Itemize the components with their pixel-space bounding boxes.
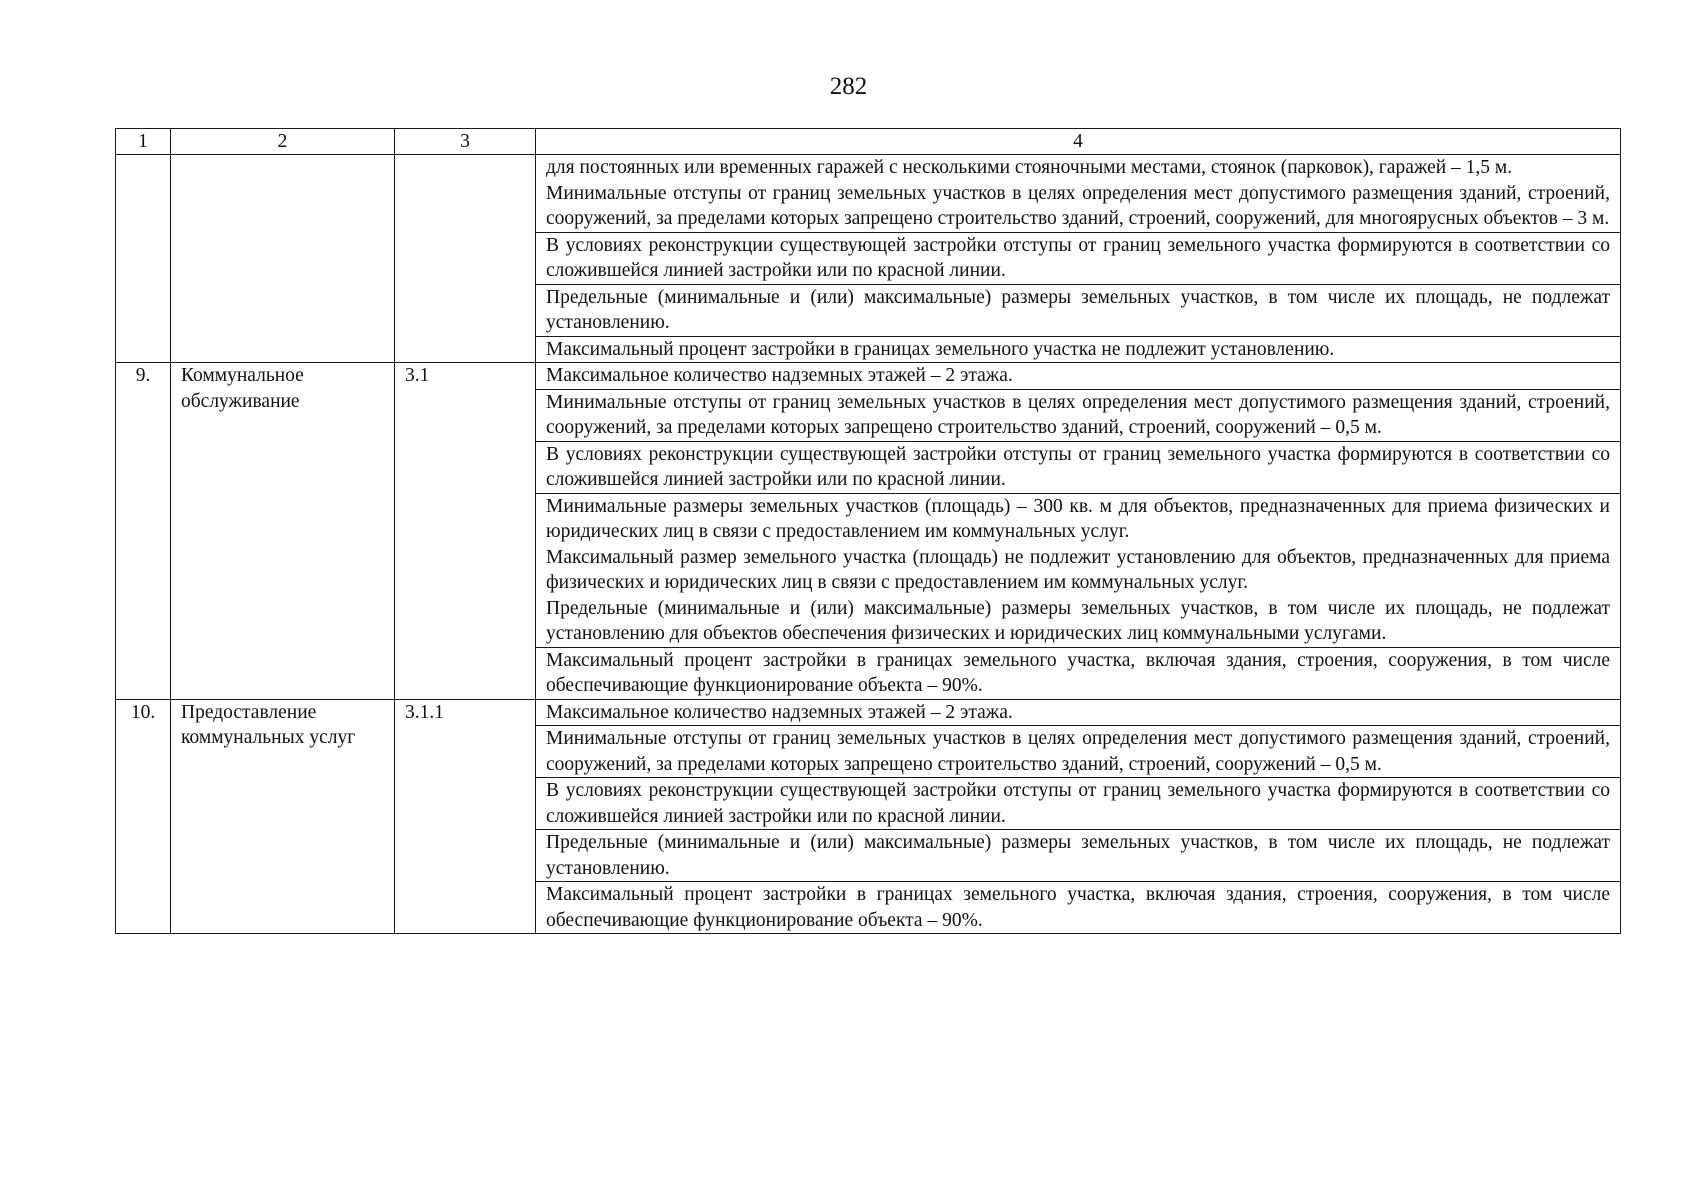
requirement-text: В условиях реконструкции существующей застройки отступы от границ земельного участка формируются в соответствии со сложившейся линией застройки или по красной линии.	[546, 780, 1610, 827]
requirement-text: Максимальный размер земельного участка (площадь) не подлежит установлению для объектов, предназначенных для приема физических и юридических лиц в связи с предоставлением им коммунальных услуг.	[546, 546, 1610, 593]
requirement-text: Минимальные размеры земельных участков (площадь) – 300 кв. м для объектов, предназначенных для приема физических и юридических лиц в связи с предоставлением им коммунальных услуг.	[546, 495, 1610, 542]
land-use-code: 3.1	[395, 363, 536, 700]
requirement-text: Максимальный процент застройки в границах земельного участка, включая здания, строения, сооружения, в том числе обеспечивающие функционирование объекта – 90%.	[546, 649, 1610, 696]
requirement-cell	[536, 699, 1621, 726]
requirement-cell	[536, 778, 1621, 830]
requirement-cell	[536, 830, 1621, 882]
requirement-text: Минимальные отступы от границ земельных участков в целях определения мест допустимого размещения зданий, строений, сооружений, за пределами которых запрещено строительство зданий, строений, сооружений, для многоярусных объектов – 3 м.	[546, 182, 1610, 229]
requirement-cell	[536, 336, 1621, 363]
table-row	[116, 699, 1621, 726]
requirement-text: Максимальный процент застройки в границах земельного участка не подлежит установлению.	[546, 338, 1335, 360]
requirement-text: Максимальное количество надземных этажей – 2 этажа.	[546, 365, 1013, 386]
header-cell-2: 2	[171, 129, 395, 155]
requirement-text: Минимальные отступы от границ земельных участков в целях определения мест допустимого размещения зданий, строений, сооружений, за пределами которых запрещено строительство зданий, строений, сооружений – 0,5 м.	[546, 728, 1610, 775]
requirement-cell	[536, 647, 1621, 699]
land-use-code: 3.1.1	[395, 699, 536, 934]
requirement-text: Предельные (минимальные и (или) максимальные) размеры земельных участков, в том числе их площадь, не подлежат установлению.	[546, 832, 1610, 879]
table-row	[116, 155, 1621, 233]
requirement-text: В условиях реконструкции существующей застройки отступы от границ земельного участка формируются в соответствии со сложившейся линией застройки или по красной линии.	[546, 443, 1610, 490]
requirement-text: для постоянных или временных гаражей с несколькими стояночными местами, стоянок (парковок), гаражей – 1,5 м.	[546, 157, 1513, 178]
header-row	[116, 129, 1621, 155]
requirement-cell	[536, 389, 1621, 441]
row-number: 9.	[116, 363, 171, 700]
row-number	[116, 155, 171, 363]
requirement-cell	[536, 232, 1621, 284]
row-number: 10.	[116, 699, 171, 934]
requirement-cell	[536, 493, 1621, 647]
requirement-cell	[536, 284, 1621, 336]
requirement-text: Максимальный процент застройки в границах земельного участка, включая здания, строения, сооружения, в том числе обеспечивающие функционирование объекта – 90%.	[546, 884, 1610, 931]
requirement-cell	[536, 882, 1621, 934]
requirement-text: В условиях реконструкции существующей застройки отступы от границ земельного участка формируются в соответствии со сложившейся линией застройки или по красной линии.	[546, 234, 1610, 281]
land-use-code	[395, 155, 536, 363]
requirement-cell	[536, 441, 1621, 493]
header-cell-1: 1	[116, 129, 171, 155]
requirement-text: Предельные (минимальные и (или) максимальные) размеры земельных участков, в том числе их площадь, не подлежат установлению для объектов обеспечения физических и юридических лиц коммунальными услугами.	[546, 597, 1610, 644]
land-use-name: Предоставление коммунальных услуг	[171, 699, 395, 934]
land-use-name: Коммунальное обслуживание	[171, 363, 395, 700]
header-cell-3: 3	[395, 129, 536, 155]
regulations-table	[115, 128, 1621, 934]
table-row	[116, 363, 1621, 390]
table-body	[116, 129, 1621, 934]
requirement-cell	[536, 363, 1621, 390]
requirement-cell	[536, 726, 1621, 778]
requirement-text: Предельные (минимальные и (или) максимальные) размеры земельных участков, в том числе их площадь, не подлежат установлению.	[546, 286, 1610, 333]
requirement-text: Минимальные отступы от границ земельных участков в целях определения мест допустимого размещения зданий, строений, сооружений, за пределами которых запрещено строительство зданий, строений, сооружений – 0,5 м.	[546, 391, 1610, 438]
requirement-text: Максимальное количество надземных этажей – 2 этажа.	[546, 701, 1013, 723]
land-use-name	[171, 155, 395, 363]
header-cell-4: 4	[536, 129, 1621, 155]
page-number: 282	[829, 73, 868, 100]
requirement-cell	[536, 155, 1621, 233]
